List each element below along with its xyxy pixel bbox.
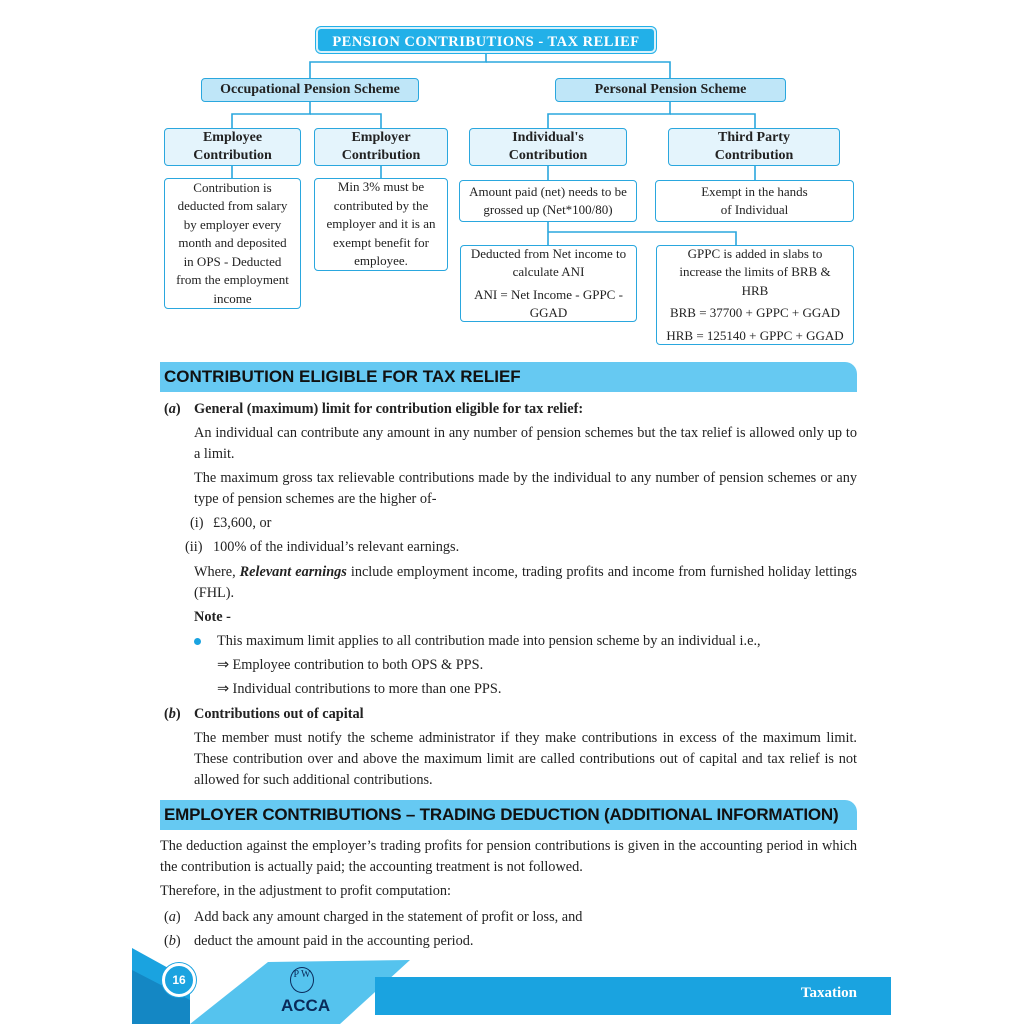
where-rest: include employment income, trading profits and income from furnished holiday lettings (FHL). (194, 564, 857, 601)
note-label: Note - (194, 609, 231, 625)
adjust-a-marker: (a) (164, 909, 181, 925)
item-b-letter: b (168, 706, 176, 722)
note-bullet-text: This maximum limit applies to all contribution made into pension scheme by an individual i.e., (217, 633, 761, 649)
item-b-title: Contributions out of capital (194, 706, 364, 722)
pw-logo-icon: P W (290, 967, 314, 993)
footer-band (0, 940, 1024, 1024)
item-i-text: £3,600, or (213, 515, 272, 531)
ani-desc: Deducted from Net income to calculate ANI (470, 245, 627, 279)
item-b-marker: (b) (164, 706, 181, 722)
bullet-dot (194, 638, 201, 645)
section-heading-employer-contributions: EMPLOYER CONTRIBUTIONS – TRADING DEDUCTION (ADDITIONAL INFORMATION) (160, 800, 857, 830)
paragraph-maximum-gross: The maximum gross tax relievable contributions made by the individual to any number of pension schemes or any type of pension schemes are the higher of- (194, 470, 857, 507)
individual-contribution-box: Individual's Contribution (469, 128, 627, 166)
note-arrow-1: ⇒ Employee contribution to both OPS & PPS. (217, 657, 484, 673)
employer-contribution-box: Employer Contribution (314, 128, 448, 166)
note-arrow-2: ⇒ Individual contributions to more than one PPS. (217, 681, 502, 697)
paragraph-out-of-capital: The member must notify the scheme administrator if they make contributions in excess of the maximum limit. These contribution over and above the maximum limit are called contributions out of capital and tax relief is not allowed for such additional contributions. (194, 730, 857, 788)
adjust-b-marker: (b) (164, 933, 181, 949)
gppc-desc: GPPC is added in slabs to increase the limits of BRB & HRB (679, 245, 831, 298)
individual-contribution-desc: Amount paid (net) needs to be grossed up (Net*100/80) (459, 180, 637, 222)
item-a-title: General (maximum) limit for contribution eligible for tax relief: (194, 401, 584, 417)
hrb-formula: HRB = 125140 + GPPC + GGAD (666, 327, 844, 343)
adjust-b-text: deduct the amount paid in the accounting period. (194, 933, 474, 949)
adjust-a-text: Add back any amount charged in the statement of profit or loss, and (194, 909, 583, 925)
page-footer (0, 940, 1024, 1024)
adjust-a-letter: a (168, 909, 176, 925)
page-number: 16 (162, 963, 196, 997)
third-party-contribution-box: Third Party Contribution (668, 128, 840, 166)
pension-tax-relief-diagram (0, 0, 1024, 350)
paragraph-relevant-earnings (194, 562, 857, 604)
item-a-marker: (a) (164, 401, 181, 417)
employer-contribution-desc: Min 3% must be contributed by the employer and it is an exempt benefit for employee. (314, 178, 448, 271)
personal-scheme-box: Personal Pension Scheme (555, 78, 786, 102)
employee-contribution-box: Employee Contribution (164, 128, 301, 166)
brb-formula: BRB = 37700 + GPPC + GGAD (669, 305, 841, 321)
item-ii-marker: (ii) (185, 539, 203, 555)
item-i-marker: (i) (190, 515, 204, 531)
employee-contribution-desc: Contribution is deducted from salary by employer every month and deposited in OPS - Deducted from the employment income (164, 178, 301, 309)
brand-label: ACCA (281, 996, 331, 1015)
adjust-b-letter: b (168, 933, 176, 949)
item-ii-text: 100% of the individual’s relevant earnings. (213, 539, 460, 555)
occupational-scheme-box: Occupational Pension Scheme (201, 78, 419, 102)
item-a-letter: a (168, 401, 176, 417)
subject-label: Taxation (800, 985, 857, 1001)
paragraph-therefore: Therefore, in the adjustment to profit computation: (160, 883, 452, 899)
ani-box (460, 245, 637, 322)
diagram-title: PENSION CONTRIBUTIONS - TAX RELIEF (316, 27, 656, 53)
ani-formula: ANI = Net Income - GPPC - GGAD (474, 286, 623, 320)
paragraph-trading-deduction: The deduction against the employer’s trading profits for pension contributions is given in the accounting period in which the contribution is actually paid; the accounting treatment is not followed. (160, 838, 857, 875)
gppc-box (656, 245, 854, 345)
section-heading-tax-relief: CONTRIBUTION ELIGIBLE FOR TAX RELIEF (160, 362, 857, 392)
paragraph-limit: An individual can contribute any amount in any number of pension schemes but the tax relief is allowed only up to a limit. (194, 425, 857, 462)
relevant-earnings-term: Relevant earnings (239, 564, 347, 580)
where-prefix: Where, (194, 564, 236, 580)
third-party-contribution-desc: Exempt in the hands of Individual (655, 180, 854, 222)
